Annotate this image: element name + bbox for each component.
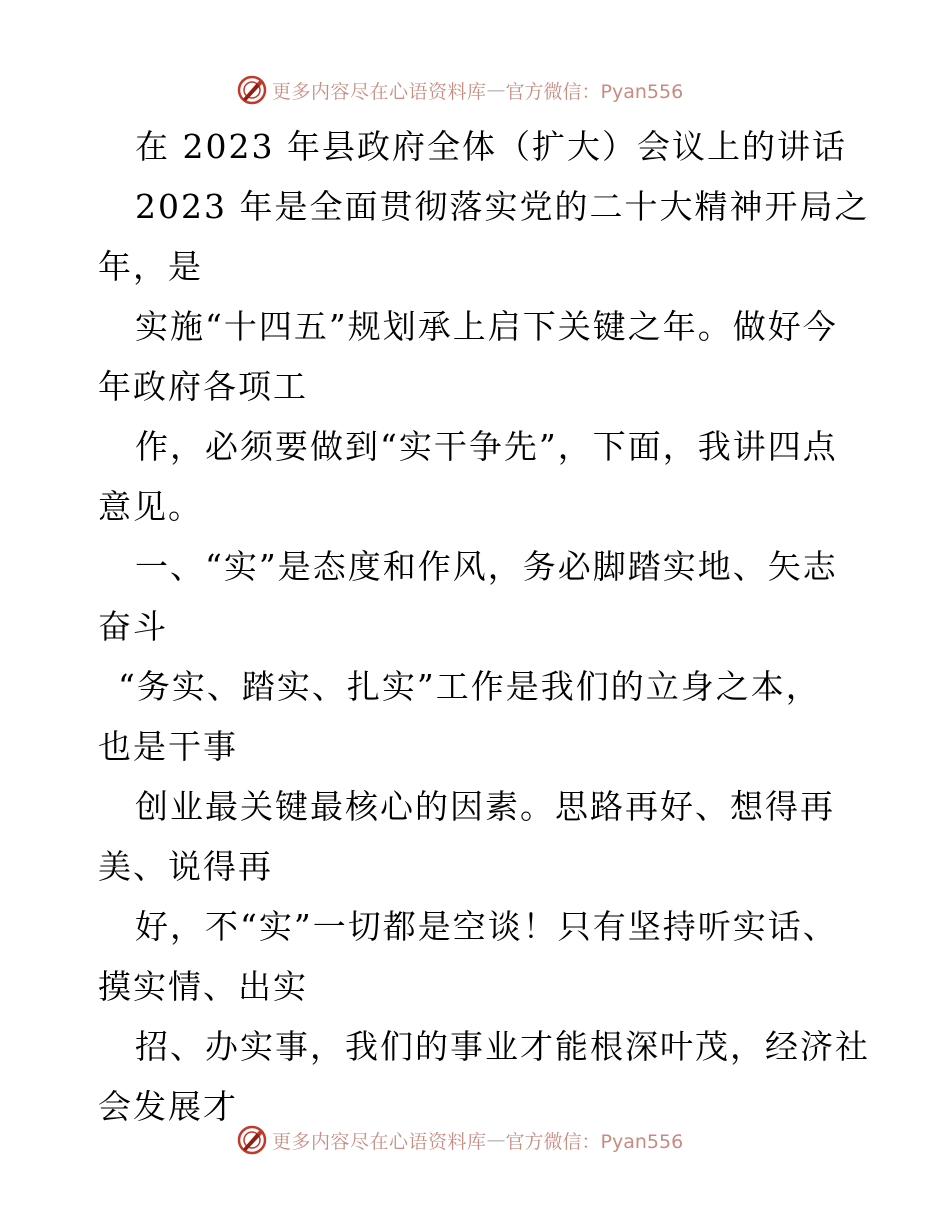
- text-line: 招、办实事，我们的事业才能根深叶茂，经济社: [135, 1027, 870, 1066]
- watermark-separator: —: [486, 79, 506, 101]
- watermark-separator: —: [486, 1129, 506, 1151]
- header-watermark: [236, 70, 756, 110]
- footer-watermark: [236, 1120, 756, 1160]
- text-line: 创业最关键最核心的因素。思路再好、想得再: [135, 787, 835, 826]
- speech-title: 在 2023 年县政府全体（扩大）会议上的讲话: [135, 127, 847, 166]
- text-line: 美、说得再: [98, 847, 273, 886]
- text-line: 好，不“实”一切都是空谈！只有坚持听实话、: [135, 907, 838, 946]
- pen-logo-icon: [236, 74, 268, 106]
- text-line: 作，必须要做到“实干争先”，下面，我讲四点: [135, 427, 838, 466]
- text-line: 摸实情、出实: [98, 967, 308, 1006]
- text-line: 年政府各项工: [98, 367, 308, 406]
- text-line: 实施“十四五”规划承上启下关键之年。做好今: [135, 307, 838, 346]
- section-heading-continued: 奋斗: [98, 607, 168, 646]
- text-line: 2023 年是全面贯彻落实党的二十大精神开局之: [135, 187, 870, 226]
- text-line: 也是干事: [98, 727, 238, 766]
- text-line: 意见。: [98, 487, 203, 526]
- watermark-text: 更多内容尽在心语资料库: [272, 1130, 487, 1153]
- watermark-contact: 官方微信：Pyan556: [505, 80, 684, 103]
- watermark-text: 更多内容尽在心语资料库: [272, 80, 487, 103]
- text-line: 年，是: [98, 247, 203, 286]
- pen-logo-icon: [236, 1124, 268, 1156]
- text-line: 会发展才: [98, 1087, 238, 1126]
- section-heading: 一、“实”是态度和作风，务必脚踏实地、矢志: [135, 547, 838, 586]
- watermark-contact: 官方微信：Pyan556: [505, 1130, 684, 1153]
- speech-body: [98, 117, 870, 1137]
- text-line: “务实、踏实、扎实”工作是我们的立身之本，: [118, 667, 821, 706]
